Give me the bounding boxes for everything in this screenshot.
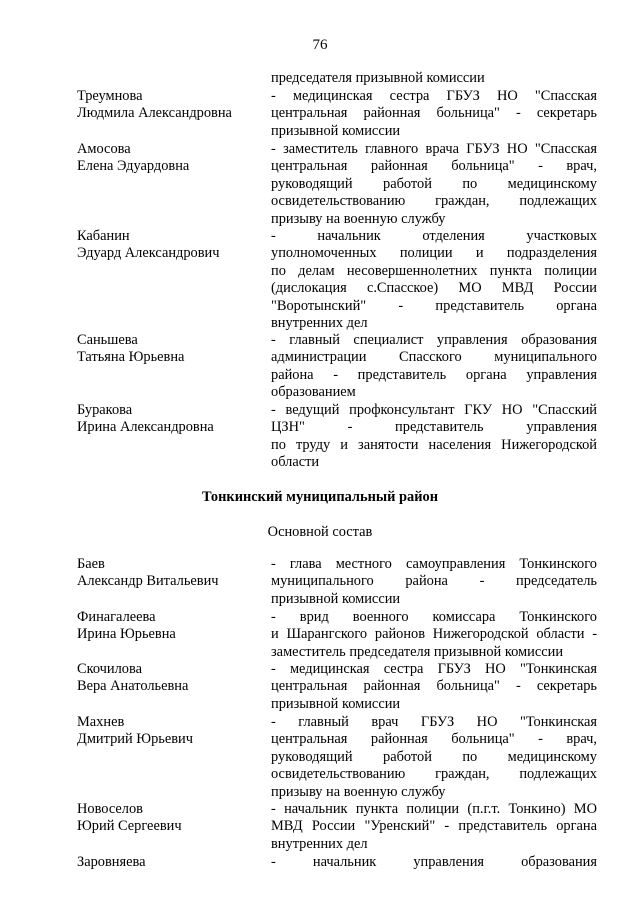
member-name xyxy=(77,609,267,644)
member-surname: Баев xyxy=(77,556,105,572)
role-line: призывной комиссии xyxy=(271,590,401,607)
member-role-description xyxy=(271,661,597,713)
role-line: - врид военного комиссара Тонкинского xyxy=(271,609,597,625)
member-surname: Махнев xyxy=(77,714,125,730)
member-name xyxy=(77,714,267,749)
role-line: - ведущий профконсультант ГКУ НО "Спасский xyxy=(271,402,597,418)
role-line: по труду и занятости населения Нижегородской xyxy=(271,436,597,453)
role-line: образованием xyxy=(271,384,356,401)
role-line: центральная районная больница" - секретарь xyxy=(271,678,597,695)
member-given-names: Татьяна Юрьевна xyxy=(77,349,185,366)
role-line: внутренних дел xyxy=(271,835,368,852)
page-number: 76 xyxy=(312,37,328,53)
composition-heading: Основной состав xyxy=(267,524,373,540)
role-line: - главный врач ГБУЗ НО "Тонкинская xyxy=(271,714,597,730)
role-line: центральная районная больница" - секретарь xyxy=(271,105,597,122)
member-name xyxy=(77,801,267,836)
member-surname: Финагалеева xyxy=(77,609,156,625)
member-given-names: Ирина Александровна xyxy=(77,419,214,436)
role-line: внутренних дел xyxy=(271,315,368,332)
role-line: - начальник управления образования xyxy=(271,854,597,870)
member-given-names: Ирина Юрьевна xyxy=(77,626,176,643)
role-line: - глава местного самоуправления Тонкинского xyxy=(271,556,597,572)
member-surname: Новоселов xyxy=(77,801,143,817)
member-given-names: Дмитрий Юрьевич xyxy=(77,731,193,748)
member-name xyxy=(77,854,267,871)
role-line: освидетельствованию граждан, подлежащих xyxy=(271,193,597,210)
member-given-names: Юрий Сергеевич xyxy=(77,818,182,835)
role-line: - начальник пункта полиции (п.г.т. Тонкино) МО xyxy=(271,801,597,817)
member-given-names: Вера Анатольевна xyxy=(77,678,189,695)
role-line: муниципального района - председатель xyxy=(271,573,597,590)
member-role-description xyxy=(271,854,597,871)
role-line: центральная районная больница" - врач, xyxy=(271,158,597,175)
role-line: заместитель председателя призывной комиссии xyxy=(271,643,564,660)
role-line: - медицинская сестра ГБУЗ НО "Тонкинская xyxy=(271,661,597,677)
role-line: призывной комиссии xyxy=(271,122,401,139)
role-line: освидетельствованию граждан, подлежащих xyxy=(271,766,597,783)
member-role-description xyxy=(271,228,597,332)
member-role-description xyxy=(271,402,597,472)
role-line: (дислокация с.Спасское) МО МВД России xyxy=(271,280,597,297)
role-line: уполномоченных полиции и подразделения xyxy=(271,245,597,262)
member-given-names: Елена Эдуардовна xyxy=(77,158,190,175)
role-line: района - представитель органа управления xyxy=(271,366,597,383)
role-line: призыву на военную службу xyxy=(271,783,446,800)
member-surname: Буракова xyxy=(77,402,133,418)
member-role-description xyxy=(271,70,597,87)
role-line: центральная районная больница" - врач, xyxy=(271,731,597,748)
district-heading: Тонкинский муниципальный район xyxy=(201,489,439,505)
member-surname: Саньшева xyxy=(77,332,138,348)
role-line: призывной комиссии xyxy=(271,695,401,712)
member-name xyxy=(77,556,267,591)
member-role-description xyxy=(271,141,597,228)
member-name xyxy=(77,402,267,437)
member-name xyxy=(77,661,267,696)
member-role-description xyxy=(271,332,597,402)
member-name xyxy=(77,141,267,176)
member-surname: Заровняева xyxy=(77,854,146,870)
role-line: председателя призывной комиссии xyxy=(271,70,485,86)
role-line: администрации Спасского муниципального xyxy=(271,349,597,366)
role-line: ЦЗН" - представитель управления xyxy=(271,419,597,436)
role-line: руководящий работой по медицинскому xyxy=(271,175,597,192)
role-line: "Воротынский" - представитель органа xyxy=(271,297,597,314)
role-line: по делам несовершеннолетних пункта полиции xyxy=(271,262,597,279)
role-line: и Шарангского районов Нижегородской области - xyxy=(271,626,597,643)
member-role-description xyxy=(271,88,597,140)
member-role-description xyxy=(271,801,597,853)
member-given-names: Александр Витальевич xyxy=(77,573,219,590)
member-name xyxy=(77,228,267,263)
role-line: руководящий работой по медицинскому xyxy=(271,748,597,765)
member-surname: Кабанин xyxy=(77,228,130,244)
member-role-description xyxy=(271,556,597,608)
member-role-description xyxy=(271,714,597,801)
role-line: - начальник отделения участковых xyxy=(271,228,597,244)
member-name xyxy=(77,332,267,367)
role-line: - главный специалист управления образования xyxy=(271,332,597,348)
role-line: области xyxy=(271,454,320,471)
member-given-names: Эдуард Александрович xyxy=(77,245,220,262)
member-role-description xyxy=(271,609,597,661)
role-line: - медицинская сестра ГБУЗ НО "Спасская xyxy=(271,88,597,104)
role-line: призыву на военную службу xyxy=(271,210,446,227)
role-line: МВД России "Уренский" - представитель органа xyxy=(271,818,597,835)
member-given-names: Людмила Александровна xyxy=(77,105,232,122)
role-line: - заместитель главного врача ГБУЗ НО "Спасская xyxy=(271,141,597,157)
member-name xyxy=(77,88,267,123)
member-surname: Амосова xyxy=(77,141,131,157)
member-surname: Скочилова xyxy=(77,661,142,677)
member-surname: Треумнова xyxy=(77,88,143,104)
